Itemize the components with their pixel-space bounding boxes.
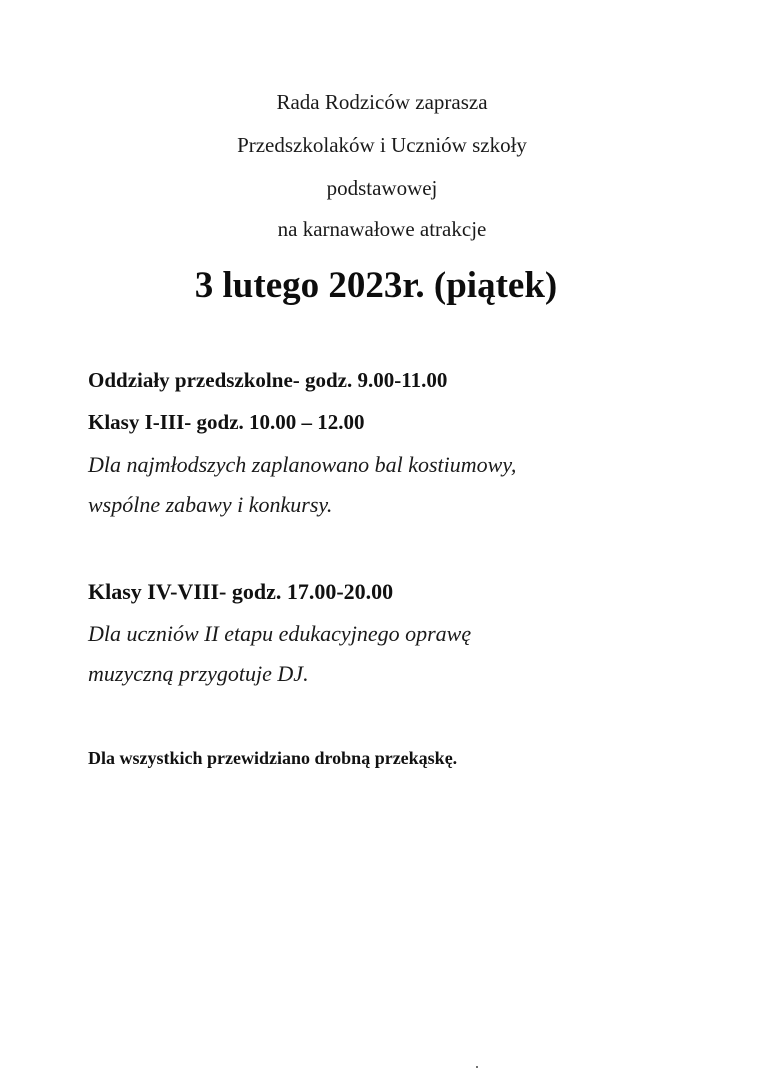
young-description-line-2: wspólne zabawy i konkursy. xyxy=(88,492,333,517)
invitation-line-4: na karnawałowe atrakcje xyxy=(277,217,487,241)
preschool-schedule: Oddziały przedszkolne- godz. 9.00-11.00 xyxy=(88,368,448,392)
snack-note: Dla wszystkich przewidziano drobną przekąskę. xyxy=(88,748,458,768)
invitation-line-1: Rada Rodziców zaprasza xyxy=(276,90,488,114)
older-description-line-2: muzyczną przygotuje DJ. xyxy=(88,661,309,686)
grades-4-8-schedule: Klasy IV-VIII- godz. 17.00-20.00 xyxy=(88,579,394,604)
invitation-line-3: podstawowej xyxy=(326,176,438,200)
older-description-line-1: Dla uczniów II etapu edukacyjnego oprawę xyxy=(88,621,472,646)
grades-1-3-schedule: Klasy I-III- godz. 10.00 – 12.00 xyxy=(88,410,365,434)
event-date-heading: 3 lutego 2023r. (piątek) xyxy=(194,265,558,306)
scan-speck xyxy=(476,1066,478,1068)
young-description-line-1: Dla najmłodszych zaplanowano bal kostiumowy, xyxy=(88,452,517,477)
invitation-line-2: Przedszkolaków i Uczniów szkoły xyxy=(237,133,527,157)
